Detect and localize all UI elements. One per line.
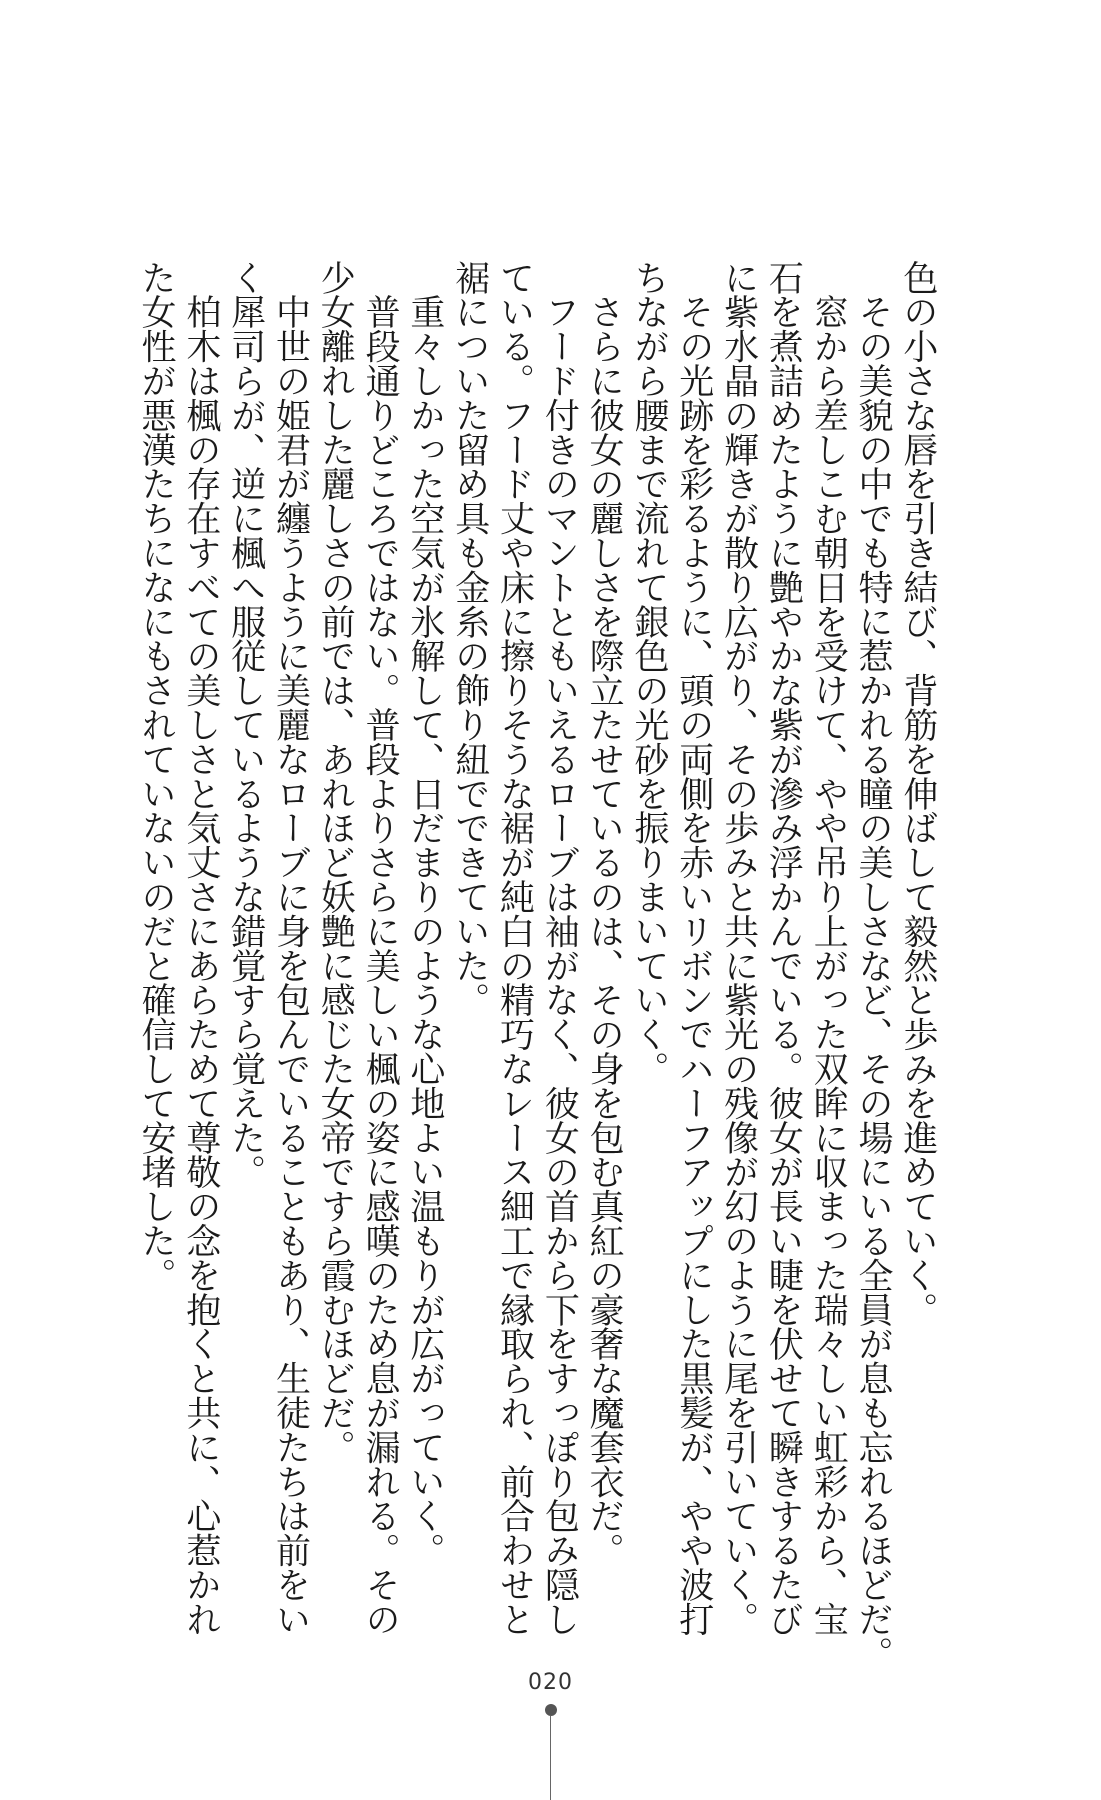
text-column: ている。フード丈や床に擦りそうな裾が純白の精巧なレース細工で縁取られ、前合わせと (494, 260, 535, 1637)
text-column: フード付きのマントともいえるローブは袖がなく、彼女の首から下をすっぽり包み隠し (539, 260, 580, 1637)
text-column: 窓から差しこむ朝日を受けて、やや吊り上がった双眸に収まった瑞々しい虹彩から、宝 (808, 260, 849, 1637)
text-column: その美貌の中でも特に惹かれる瞳の美しさなど、その場にいる全員が息も忘れるほどだ。 (853, 260, 893, 1671)
text-column: ちながら腰まで流れて銀色の光砂を振りまいていく。 (628, 260, 669, 1086)
text-column: く犀司らが、逆に楓へ服従しているような錯覚すら覚えた。 (225, 260, 266, 1189)
text-column: 色の小さな唇を引き結び、背筋を伸ばして毅然と歩みを進めていく。 (897, 260, 938, 1327)
text-column: 普段通りどころではない。普段よりさらに美しい楓の姿に感嘆のため息が漏れる。その (360, 260, 401, 1637)
text-column: た女性が悪漢たちになにもされていないのだと確信して安堵した。 (136, 260, 176, 1293)
text-column: 重々しかった空気が氷解して、日だまりのような心地よい温もりが広がっていく。 (404, 260, 445, 1568)
page-marker-ornament (545, 1704, 557, 1800)
page-number: 020 (528, 1670, 573, 1695)
text-column: 柏木は楓の存在すべての美しさと気丈さにあらためて尊敬の念を抱くと共に、心惹かれ (180, 260, 221, 1637)
text-column: その光跡を彩るように、頭の両側を赤いリボンでハーフアップにした黒髪が、やや波打 (673, 260, 714, 1637)
text-column: 裾についた留め具も金糸の飾り紐でできていた。 (449, 260, 490, 1017)
page-marker-dot (545, 1704, 557, 1716)
text-column: に紫水晶の輝きが散り広がり、その歩みと共に紫光の残像が幻のように尾を引いていく。 (718, 260, 759, 1637)
vertical-text-body (135, 260, 938, 1671)
text-column: 中世の姫君が纏うように美麗なローブに身を包んでいることもあり、生徒たちは前をい (270, 260, 311, 1637)
text-column: 少女離れした麗しさの前では、あれほど妖艶に感じた女帝ですら霞むほどだ。 (315, 260, 356, 1465)
text-column: 石を煮詰めたように艶やかな紫が滲み浮かんでいる。彼女が長い睫を伏せて瞬きするたび (763, 260, 804, 1637)
page-marker-line (550, 1716, 551, 1800)
text-column: さらに彼女の麗しさを際立たせているのは、その身を包む真紅の豪奢な魔套衣だ。 (584, 260, 625, 1568)
